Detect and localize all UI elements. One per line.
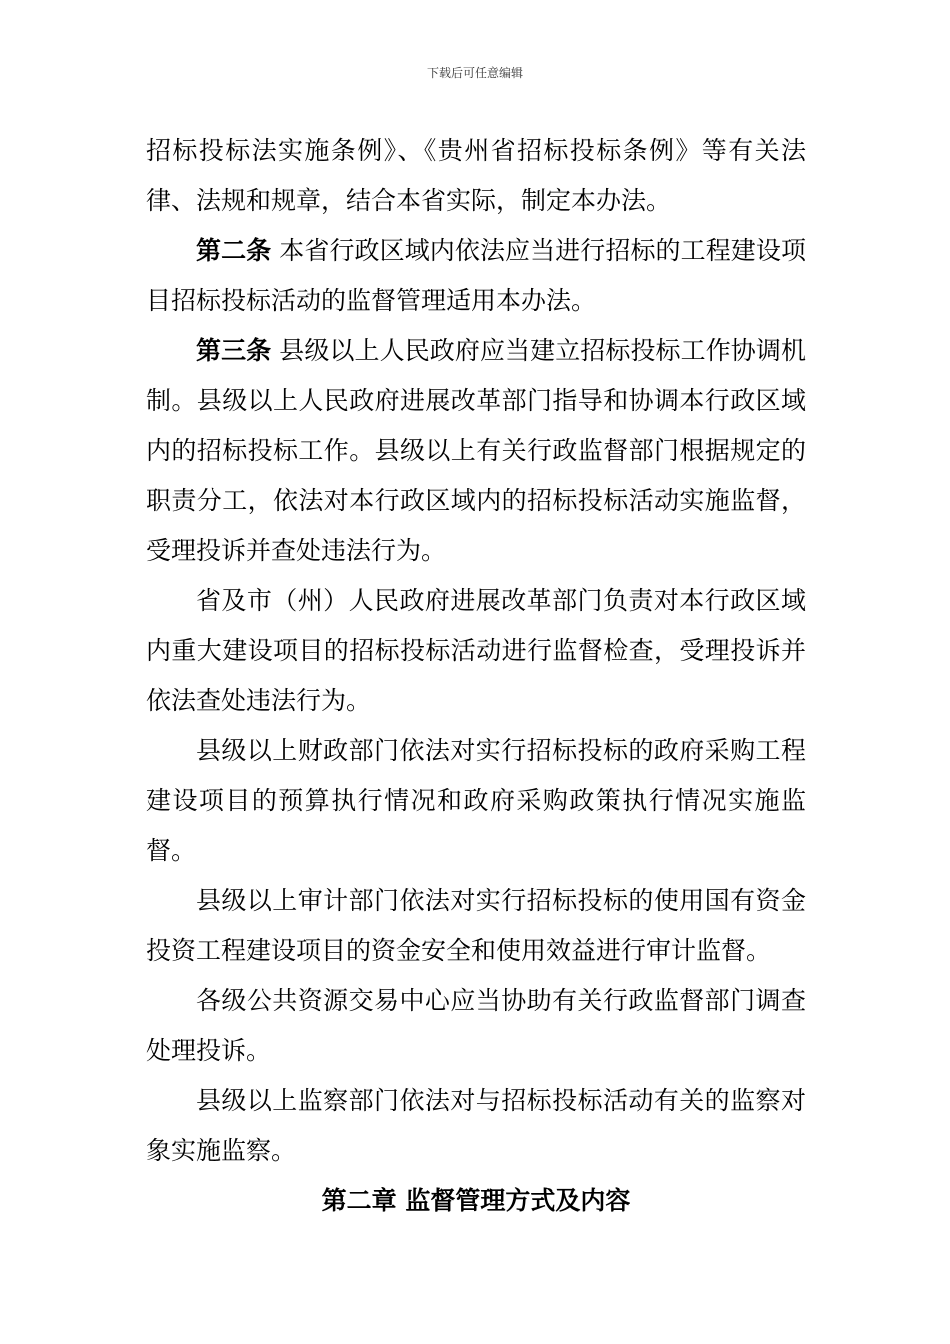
paragraph (146, 1076, 806, 1176)
document-body (146, 126, 806, 1226)
paragraph-continuation (146, 126, 806, 226)
article-number: 第三条 (196, 336, 272, 365)
page-header: 下载后可任意编辑 (426, 66, 523, 80)
paragraph (146, 576, 806, 726)
chapter-heading: 第二章 监督管理方式及内容 (321, 1186, 631, 1215)
paragraph-text: 县级以上人民政府应当建立招标投标工作协调机制。县级以上人民政府进展改革部门指导和协调本行政区域内的招标投标工作。县级以上有关行政监督部门根据规定的职责分工，依法对本行政区域内的招标投标活动实施监督，受理投诉并查处违法行为。 (146, 336, 806, 565)
paragraph-text: 县级以上财政部门依法对实行招标投标的政府采购工程建设项目的预算执行情况和政府采购政策执行情况实施监督。 (146, 736, 806, 865)
paragraph-text: 县级以上监察部门依法对与招标投标活动有关的监察对象实施监察。 (146, 1086, 806, 1165)
paragraph-article-3 (146, 326, 806, 576)
paragraph-text: 招标投标法实施条例》、《贵州省招标投标条例》等有关法律、法规和规章，结合本省实际，制定本办法。 (146, 136, 806, 215)
paragraph-text: 本省行政区域内依法应当进行招标的工程建设项目招标投标活动的监督管理适用本办法。 (146, 236, 806, 315)
paragraph-text: 省及市（州）人民政府进展改革部门负责对本行政区域内重大建设项目的招标投标活动进行监督检查，受理投诉并依法查处违法行为。 (146, 586, 806, 715)
article-number: 第二条 (196, 236, 272, 265)
paragraph-text: 各级公共资源交易中心应当协助有关行政监督部门调查处理投诉。 (146, 986, 806, 1065)
paragraph-article-2 (146, 226, 806, 326)
paragraph (146, 876, 806, 976)
paragraph (146, 976, 806, 1076)
paragraph (146, 726, 806, 876)
paragraph-text: 县级以上审计部门依法对实行招标投标的使用国有资金投资工程建设项目的资金安全和使用效益进行审计监督。 (146, 886, 806, 965)
